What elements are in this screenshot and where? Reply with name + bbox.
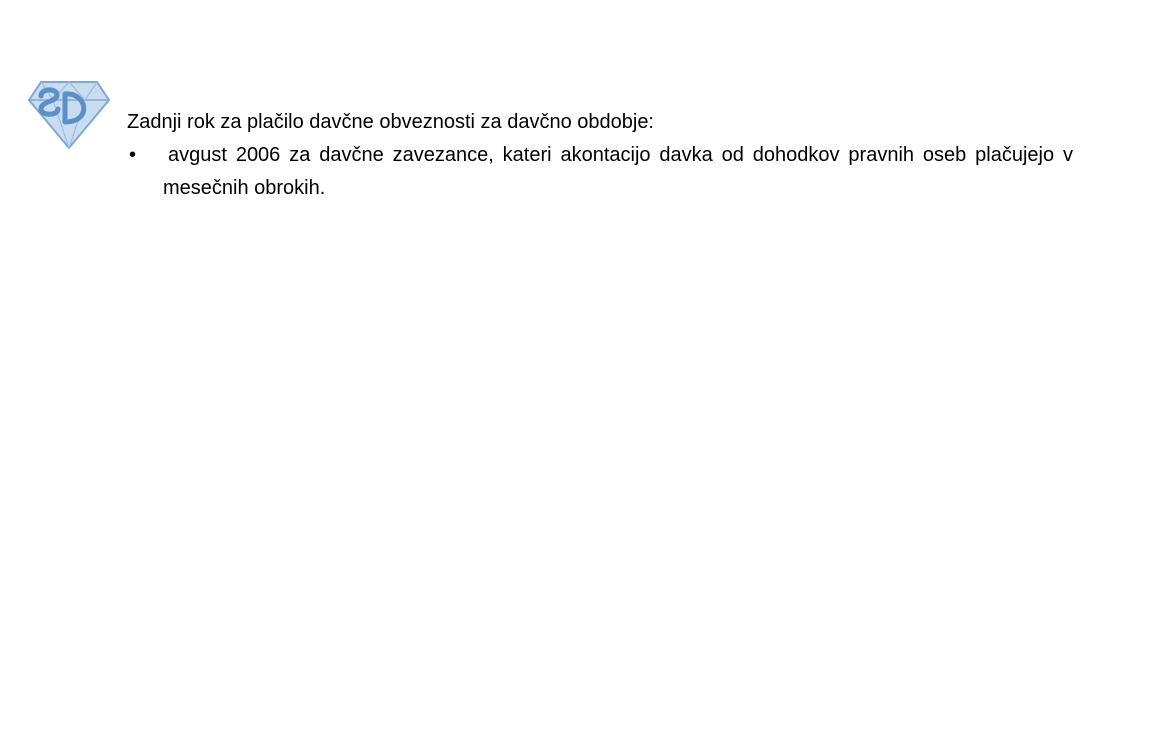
deadline-list [127,139,1073,205]
list-item-text: avgust 2006 za davčne zavezance, kateri akontacijo davka od dohodkov pravnih oseb plačujejo v mesečnih obrokih. [163,144,1073,199]
document-body [127,106,1073,205]
company-logo [27,78,111,150]
list-item [127,139,1073,205]
deadline-heading: Zadnji rok za plačilo davčne obveznosti za davčno obdobje: [127,111,654,133]
diamond-logo-icon [27,78,111,150]
